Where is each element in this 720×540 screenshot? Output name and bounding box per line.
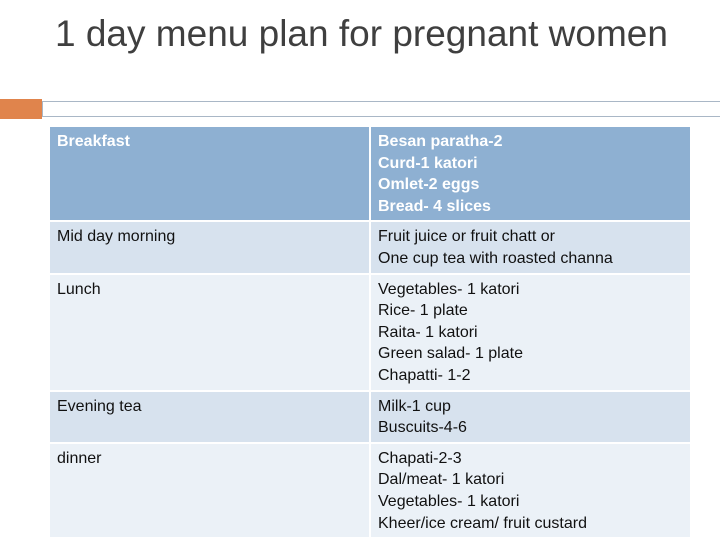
menu-item: Curd-1 katori — [378, 154, 478, 172]
meal-cell: Mid day morning — [49, 221, 370, 273]
menu-item: Dal/meat- 1 katori — [378, 471, 505, 489]
menu-item: Omlet-2 eggs — [378, 176, 480, 194]
items-cell — [370, 126, 691, 221]
menu-item: Rice- 1 plate — [378, 302, 468, 320]
items-cell — [370, 274, 691, 391]
menu-item: Vegetables- 1 katori — [378, 280, 520, 298]
menu-item: Besan paratha-2 — [378, 133, 503, 150]
menu-item: Fruit juice or fruit chatt or — [378, 228, 555, 246]
title-accent-bar — [0, 99, 42, 119]
table-row-lunch — [49, 274, 691, 391]
table-row-dinner — [49, 443, 691, 538]
menu-item: One cup tea with roasted channa — [378, 249, 613, 267]
menu-item: Buscuits-4-6 — [378, 419, 467, 437]
menu-item: Green salad- 1 plate — [378, 345, 523, 363]
menu-item: Raita- 1 katori — [378, 323, 478, 341]
menu-item: Chapatti- 1-2 — [378, 366, 471, 384]
menu-item: Vegetables- 1 katori — [378, 492, 520, 510]
menu-item: Bread- 4 slices — [378, 197, 491, 215]
items-cell — [370, 391, 691, 443]
items-cell — [370, 443, 691, 538]
title-divider — [42, 101, 720, 117]
table-row-breakfast — [49, 126, 691, 221]
menu-item: Milk-1 cup — [378, 397, 451, 415]
meal-cell: dinner — [49, 443, 370, 538]
slide-title: 1 day menu plan for pregnant women — [55, 13, 668, 54]
items-cell — [370, 221, 691, 273]
menu-item: Kheer/ice cream/ fruit custard — [378, 514, 587, 532]
menu-item: Chapati-2-3 — [378, 449, 462, 467]
meal-cell: Breakfast — [49, 126, 370, 221]
meal-cell: Evening tea — [49, 391, 370, 443]
menu-table — [48, 125, 692, 539]
table-row-mid-day-morning — [49, 221, 691, 273]
meal-cell: Lunch — [49, 274, 370, 391]
table-row-evening-tea — [49, 391, 691, 443]
